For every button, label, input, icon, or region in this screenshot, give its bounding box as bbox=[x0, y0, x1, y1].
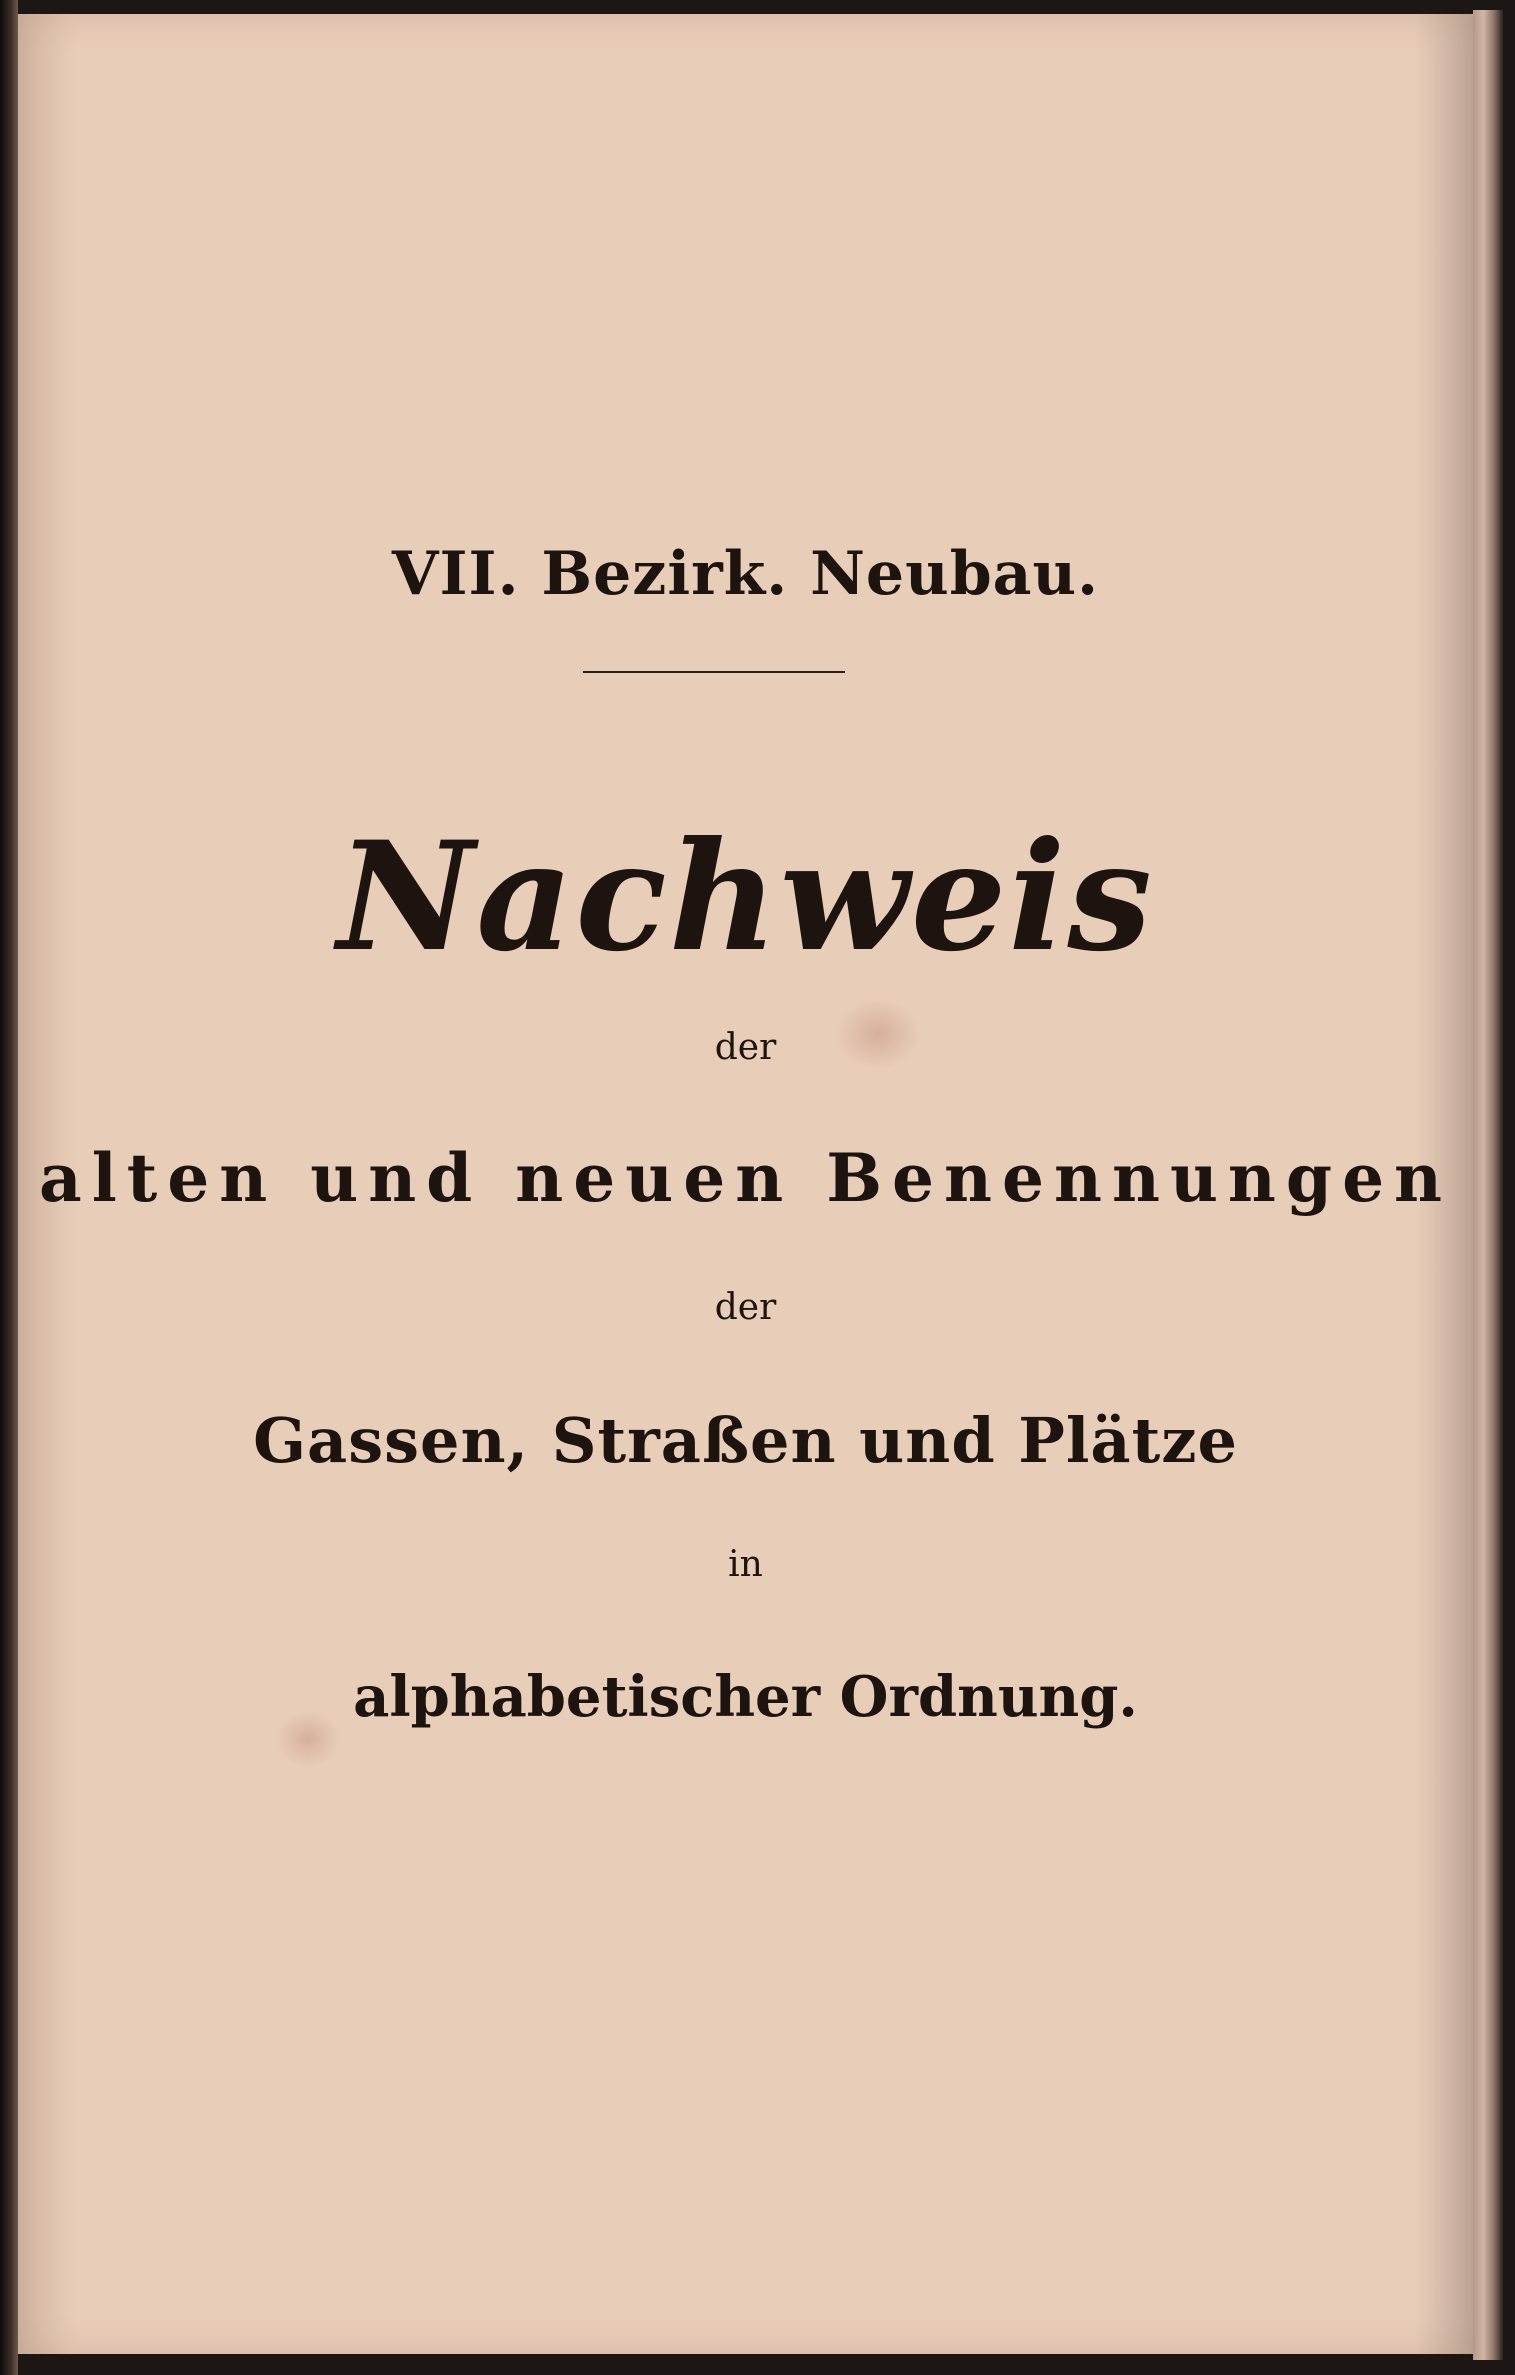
page-edge bbox=[1473, 10, 1503, 2360]
connector-in: in bbox=[728, 1544, 763, 1585]
book-page bbox=[18, 14, 1473, 2354]
subtitle-names: alten und neuen Benennungen bbox=[38, 1139, 1453, 1217]
subtitle-order: alphabetischer Ordnung. bbox=[353, 1664, 1138, 1730]
district-heading: VII. Bezirk. Neubau. bbox=[391, 539, 1100, 609]
heading-divider bbox=[583, 671, 845, 673]
page-title: Nachweis bbox=[337, 809, 1154, 985]
connector-der-2: der bbox=[714, 1287, 777, 1328]
book-gutter bbox=[0, 0, 18, 2375]
subtitle-streets: Gassen, Straßen und Plätze bbox=[253, 1404, 1238, 1477]
connector-der-1: der bbox=[714, 1027, 777, 1068]
